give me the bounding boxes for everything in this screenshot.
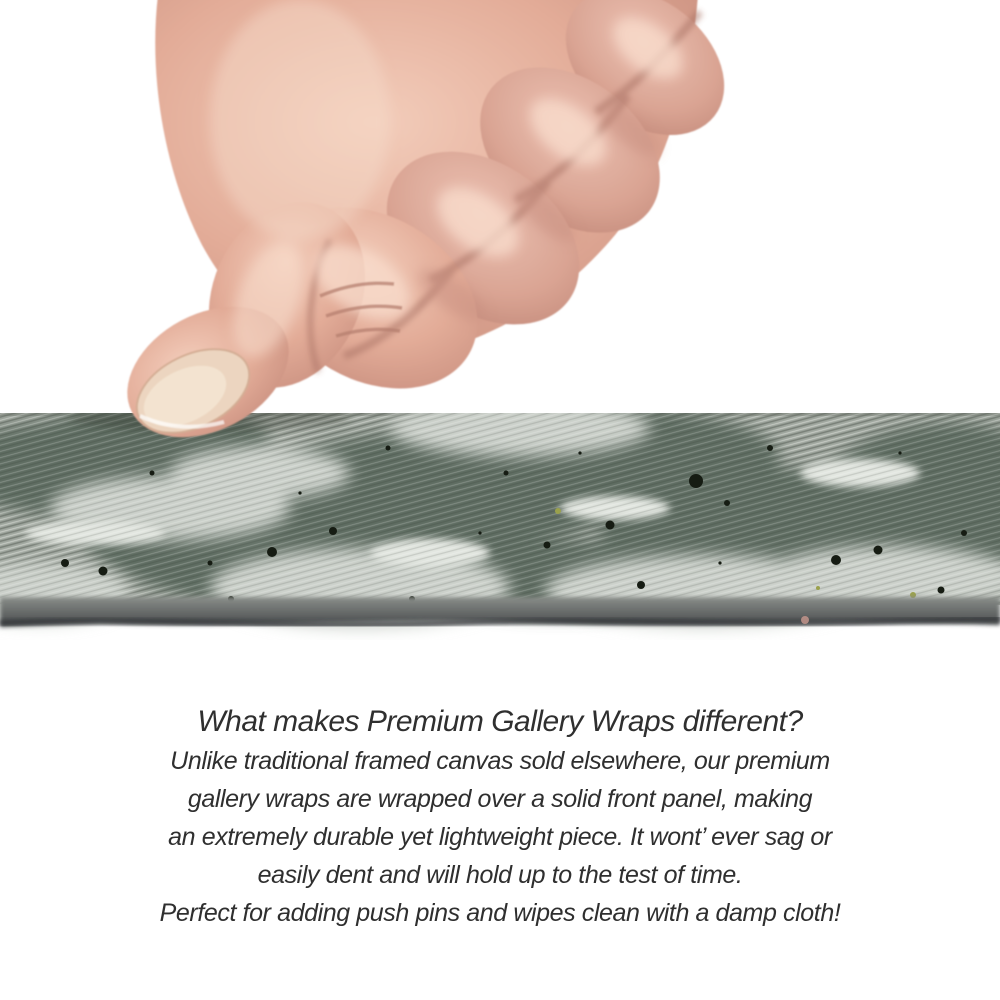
caption-heading: What makes Premium Gallery Wraps different? — [197, 705, 803, 738]
caption-line-4: easily dent and will hold up to the test of time. — [257, 861, 743, 889]
caption-line-1: Unlike traditional framed canvas sold elsewhere, our premium — [170, 747, 830, 775]
hand-pressing-canvas — [0, 0, 1000, 445]
caption — [0, 702, 1000, 932]
caption-line-3: an extremely durable yet lightweight piece. It wont’ ever sag or — [168, 823, 832, 851]
caption-line-2: gallery wraps are wrapped over a solid front panel, making — [187, 785, 813, 813]
canvas-edge-strip — [0, 413, 1000, 640]
canvas-bottom-shadow-line — [0, 619, 1000, 625]
caption-line-5: Perfect for adding push pins and wipes clean with a damp cloth! — [159, 899, 841, 927]
